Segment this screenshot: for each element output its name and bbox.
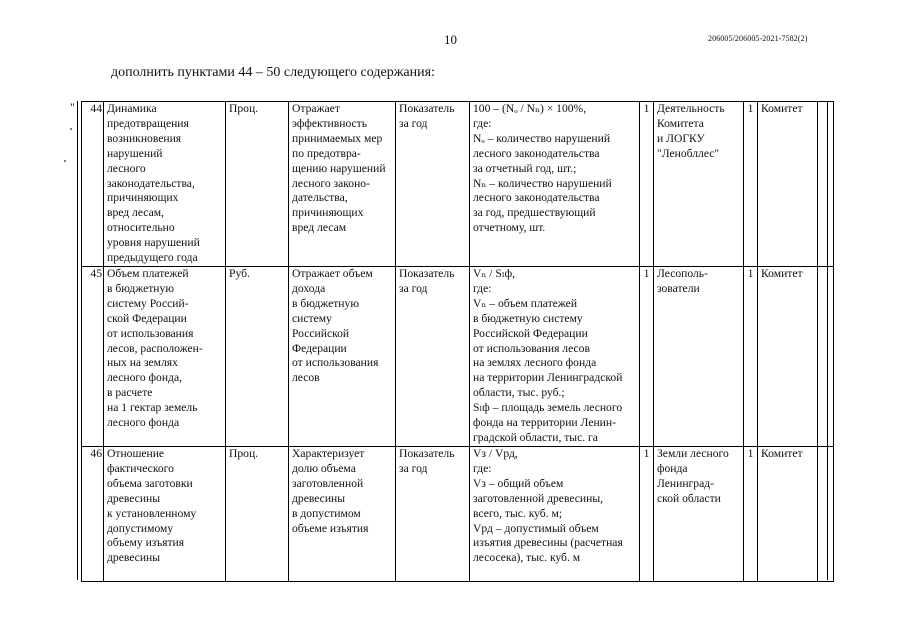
indicator-name: Отношение фактического объема заготовки древесины к установленному допустимому объему изъятия древесины <box>104 446 226 581</box>
indicator-meaning: Характеризует долю объема заготовленной древесины в допустимом объеме изъятия <box>289 446 396 581</box>
calculation-formula: Vₙ / Sₗф, где: Vₙ – объем платежей в бюджетную систему Российской Федерации от использования лесов на землях лесного фонда на территории Ленинградской области, тыс. руб.; Sₗф – площадь земель лесного фонда на территории Ленин- градской области, тыс. га <box>470 266 640 446</box>
data-source: Земли лесного фонда Ленинград- ской области <box>654 446 744 581</box>
page-number: 10 <box>444 32 457 47</box>
unit-of-measure: Проц. <box>226 102 289 267</box>
code-cell: 1 <box>640 446 654 581</box>
empty-cell <box>818 266 834 446</box>
document-code: 206005/206005-2021-7582(2) <box>708 34 808 43</box>
empty-cell <box>818 446 834 581</box>
row-number: 45 <box>82 266 104 446</box>
code-cell: 1 <box>640 266 654 446</box>
row-number: 46 <box>82 446 104 581</box>
code-cell: 1 <box>744 102 758 267</box>
unit-of-measure: Проц. <box>226 446 289 581</box>
row-number: 44 <box>82 102 104 267</box>
responsible: Комитет <box>758 446 818 581</box>
calculation-formula: Vз / Vрд, где: Vз – общий объем заготовленной древесины, всего, тыс. куб. м; Vрд – допустимый объем изъятия древесины (расчетная лесосека), тыс. куб. м <box>470 446 640 581</box>
table-row <box>82 102 834 267</box>
unit-of-measure: Руб. <box>226 266 289 446</box>
indicator-meaning: Отражает эффективность принимаемых мер по предотвра- щению нарушений лесного законо- дательства, причиняющих вред лесам <box>289 102 396 267</box>
empty-cell <box>818 102 834 267</box>
scan-speck <box>70 128 72 130</box>
table-row <box>82 266 834 446</box>
indicator-name: Объем платежей в бюджетную систему Россий- ской Федерации от использования лесов, расположен- ных на землях лесного фонда, в расчете на 1 гектар земель лесного фонда <box>104 266 226 446</box>
code-cell: 1 <box>744 446 758 581</box>
indicator-type: Показатель за год <box>396 446 470 581</box>
responsible: Комитет <box>758 102 818 267</box>
code-cell: 1 <box>744 266 758 446</box>
indicator-type: Показатель за год <box>396 102 470 267</box>
indicator-type: Показатель за год <box>396 266 470 446</box>
indicator-meaning: Отражает объем дохода в бюджетную систему Российской Федерации от использования лесов <box>289 266 396 446</box>
indicator-name: Динамика предотвращения возникновения нарушений лесного законодательства, причиняющих вред лесам, относительно уровня нарушений предыдущего года <box>104 102 226 267</box>
calculation-formula: 100 – (Nₒ / Nₙ) × 100%, где: Nₒ – количество нарушений лесного законодательства за отчетный год, шт.; Nₙ – количество нарушений лесного законодательства за год, предшествующий отчетному, шт. <box>470 102 640 267</box>
opening-quote-mark: " <box>70 100 75 114</box>
code-cell: 1 <box>640 102 654 267</box>
indicators-table <box>81 101 834 582</box>
data-source: Деятельность Комитета и ЛОГКУ "Ленобллес" <box>654 102 744 267</box>
table-row <box>82 446 834 581</box>
table-outer-left-border <box>77 101 78 580</box>
data-source: Лесополь- зователи <box>654 266 744 446</box>
scan-speck <box>64 160 66 162</box>
intro-text: дополнить пунктами 44 – 50 следующего содержания: <box>111 65 435 80</box>
responsible: Комитет <box>758 266 818 446</box>
